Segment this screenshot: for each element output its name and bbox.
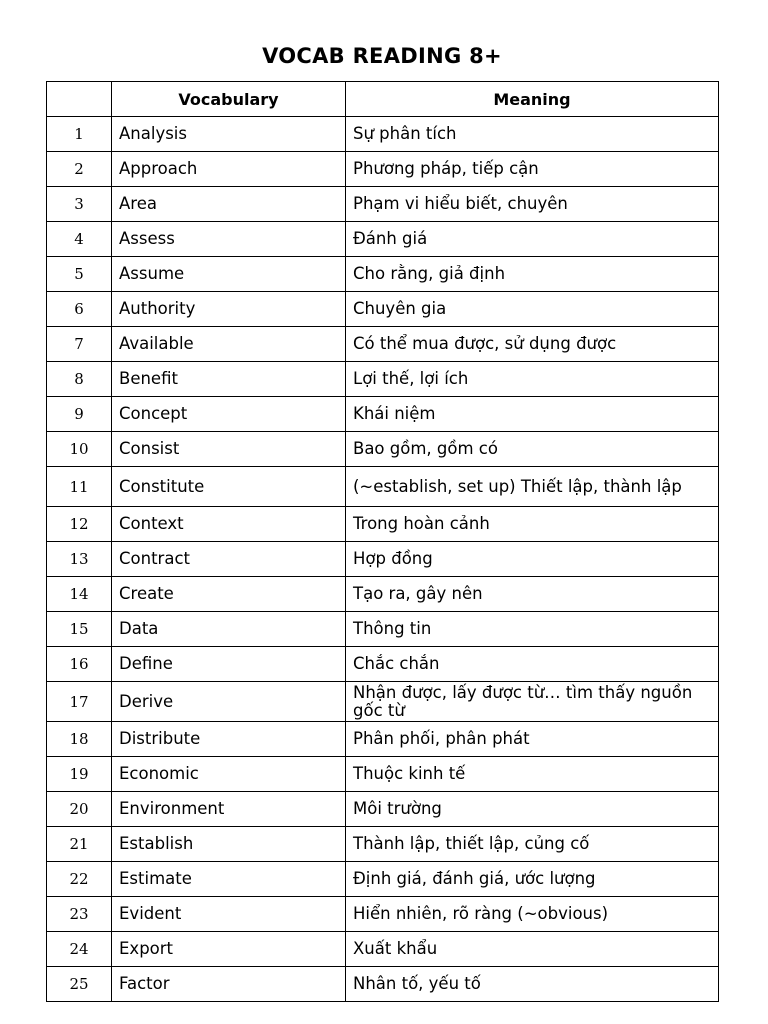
- vocab-meaning: Nhân tố, yếu tố: [346, 967, 719, 1002]
- row-number: 21: [47, 827, 112, 862]
- table-row: [47, 757, 719, 792]
- vocab-word: Analysis: [112, 117, 346, 152]
- vocab-word: Factor: [112, 967, 346, 1002]
- vocab-word: Data: [112, 612, 346, 647]
- table-row: [47, 397, 719, 432]
- vocab-meaning: Xuất khẩu: [346, 932, 719, 967]
- vocab-meaning: Cho rằng, giả định: [346, 257, 719, 292]
- table-row: [47, 222, 719, 257]
- vocab-word: Establish: [112, 827, 346, 862]
- row-number: 9: [47, 397, 112, 432]
- header-vocabulary: Vocabulary: [112, 82, 346, 117]
- vocab-meaning: Hợp đồng: [346, 542, 719, 577]
- table-row: [47, 542, 719, 577]
- vocab-word: Assume: [112, 257, 346, 292]
- row-number: 25: [47, 967, 112, 1002]
- vocab-word: Authority: [112, 292, 346, 327]
- vocab-meaning: Sự phân tích: [346, 117, 719, 152]
- vocab-meaning: Chắc chắn: [346, 647, 719, 682]
- row-number: 6: [47, 292, 112, 327]
- vocab-word: Area: [112, 187, 346, 222]
- row-number: 5: [47, 257, 112, 292]
- row-number: 10: [47, 432, 112, 467]
- vocab-word: Estimate: [112, 862, 346, 897]
- table-row: [47, 432, 719, 467]
- vocab-meaning: Chuyên gia: [346, 292, 719, 327]
- vocab-meaning: Thuộc kinh tế: [346, 757, 719, 792]
- vocab-meaning: Hiển nhiên, rõ ràng (~obvious): [346, 897, 719, 932]
- table-row: [47, 722, 719, 757]
- row-number: 24: [47, 932, 112, 967]
- vocab-word: Environment: [112, 792, 346, 827]
- vocab-meaning: Trong hoàn cảnh: [346, 507, 719, 542]
- header-meaning: Meaning: [346, 82, 719, 117]
- row-number: 1: [47, 117, 112, 152]
- table-row: [47, 362, 719, 397]
- vocab-meaning: Phân phối, phân phát: [346, 722, 719, 757]
- vocab-meaning: Đánh giá: [346, 222, 719, 257]
- vocab-meaning: Thông tin: [346, 612, 719, 647]
- table-row: [47, 932, 719, 967]
- row-number: 20: [47, 792, 112, 827]
- vocab-word: Benefit: [112, 362, 346, 397]
- row-number: 4: [47, 222, 112, 257]
- vocab-table: [46, 81, 719, 1002]
- table-row: [47, 507, 719, 542]
- table-row: [47, 612, 719, 647]
- vocab-word: Available: [112, 327, 346, 362]
- vocab-meaning: Bao gồm, gồm có: [346, 432, 719, 467]
- vocab-meaning: (~establish, set up) Thiết lập, thành lập: [346, 467, 719, 507]
- page-title: VOCAB READING 8+: [262, 44, 502, 68]
- vocab-meaning: Phương pháp, tiếp cận: [346, 152, 719, 187]
- row-number: 12: [47, 507, 112, 542]
- row-number: 17: [47, 682, 112, 722]
- table-row: [47, 327, 719, 362]
- vocab-meaning: Định giá, đánh giá, ước lượng: [346, 862, 719, 897]
- row-number: 14: [47, 577, 112, 612]
- table-row: [47, 647, 719, 682]
- vocab-word: Create: [112, 577, 346, 612]
- row-number: 2: [47, 152, 112, 187]
- vocab-meaning: Môi trường: [346, 792, 719, 827]
- vocab-meaning: Tạo ra, gây nên: [346, 577, 719, 612]
- vocab-meaning: Nhận được, lấy được từ… tìm thấy nguồn gốc từ: [346, 682, 719, 722]
- vocab-word: Consist: [112, 432, 346, 467]
- vocab-word: Export: [112, 932, 346, 967]
- vocab-word: Distribute: [112, 722, 346, 757]
- table-row: [47, 577, 719, 612]
- table-row: [47, 897, 719, 932]
- table-row: [47, 682, 719, 722]
- row-number: 22: [47, 862, 112, 897]
- row-number: 15: [47, 612, 112, 647]
- vocab-word: Derive: [112, 682, 346, 722]
- table-row: [47, 117, 719, 152]
- vocab-meaning: Có thể mua được, sử dụng được: [346, 327, 719, 362]
- header-number: [47, 82, 112, 117]
- vocab-word: Define: [112, 647, 346, 682]
- row-number: 3: [47, 187, 112, 222]
- vocab-word: Evident: [112, 897, 346, 932]
- vocab-word: Contract: [112, 542, 346, 577]
- table-row: [47, 187, 719, 222]
- vocab-meaning: Thành lập, thiết lập, củng cố: [346, 827, 719, 862]
- row-number: 16: [47, 647, 112, 682]
- table-row: [47, 152, 719, 187]
- row-number: 19: [47, 757, 112, 792]
- vocab-word: Assess: [112, 222, 346, 257]
- vocab-word: Concept: [112, 397, 346, 432]
- row-number: 11: [47, 467, 112, 507]
- table-row: [47, 292, 719, 327]
- row-number: 23: [47, 897, 112, 932]
- table-row: [47, 967, 719, 1002]
- table-row: [47, 257, 719, 292]
- table-row: [47, 467, 719, 507]
- vocab-word: Economic: [112, 757, 346, 792]
- vocab-word: Approach: [112, 152, 346, 187]
- table-row: [47, 792, 719, 827]
- vocab-meaning: Khái niệm: [346, 397, 719, 432]
- vocab-meaning: Lợi thế, lợi ích: [346, 362, 719, 397]
- table-row: [47, 827, 719, 862]
- vocab-word: Context: [112, 507, 346, 542]
- row-number: 13: [47, 542, 112, 577]
- vocab-meaning: Phạm vi hiểu biết, chuyên: [346, 187, 719, 222]
- row-number: 8: [47, 362, 112, 397]
- vocab-word: Constitute: [112, 467, 346, 507]
- row-number: 7: [47, 327, 112, 362]
- row-number: 18: [47, 722, 112, 757]
- table-header-row: [47, 82, 719, 117]
- table-row: [47, 862, 719, 897]
